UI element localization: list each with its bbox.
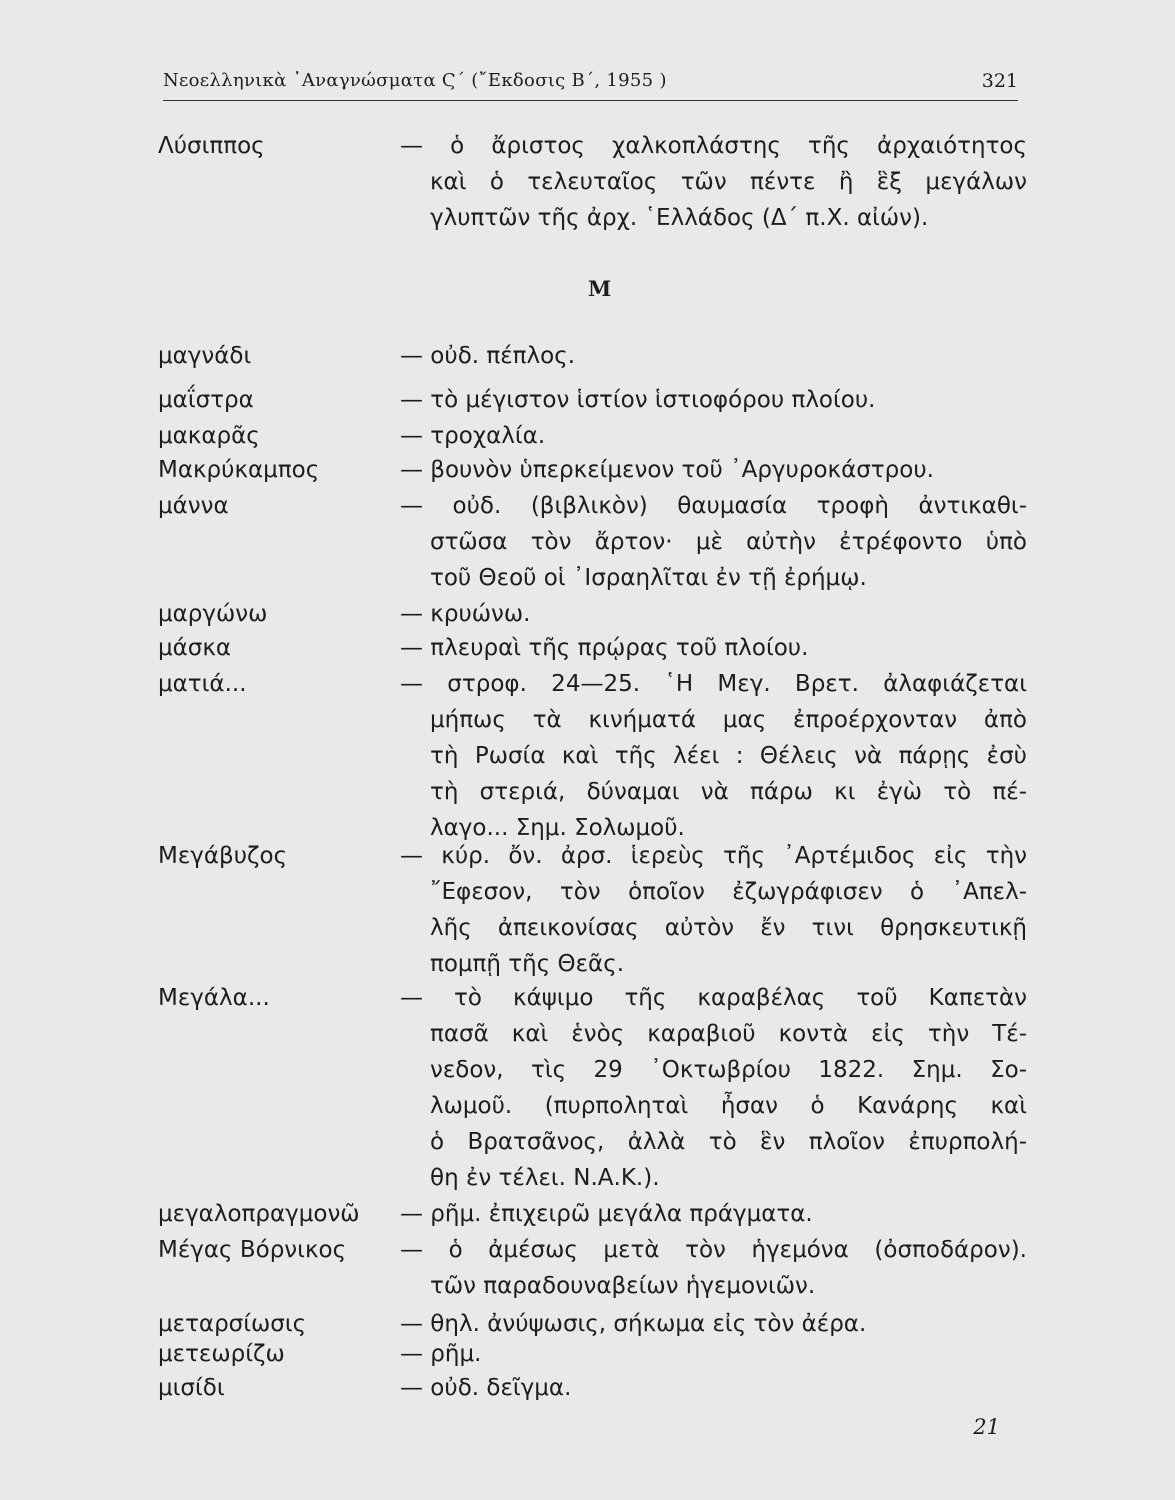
definition-line: ῎Εφεσον, τὸν ὁποῖον ἐζωγράφισεν ὁ ᾿Απελ-: [430, 879, 1027, 905]
definition-line: τοῦ Θεοῦ οἱ ᾿Ισραηλῖται ἐν τῇ ἐρήμῳ.: [430, 565, 867, 591]
entry-definition: [400, 980, 1027, 1196]
definition-line: θη ἐν τέλει. Ν.Α.Κ.).: [430, 1165, 660, 1191]
definition-line: λαγο... Σημ. Σολωμοῦ.: [430, 815, 685, 841]
entry-definition: [400, 666, 1027, 846]
definition-line: — οὐδ. δεῖγμα.: [400, 1375, 572, 1401]
definition-line: τὴ στεριά, δύναμαι νὰ πάρω κι ἐγὼ τὸ πέ-: [430, 779, 1027, 805]
definition-line: — θηλ. ἀνύψωσις, σήκωμα εἰς τὸν ἀέρα.: [400, 1311, 867, 1337]
entry-term: Λύσιππος: [158, 133, 265, 159]
entry-term: Μεγάλα...: [158, 985, 270, 1011]
definition-line: — οὐδ. (βιβλικὸν) θαυμασία τροφὴ ἀντικαθι-: [400, 493, 1027, 519]
definition-line: νεδον, τὶς 29 ᾿Οκτωβρίου 1822. Σημ. Σο-: [430, 1057, 1027, 1083]
entry-definition: [400, 452, 1027, 488]
definition-line: — τροχαλία.: [400, 423, 546, 449]
entry-term: μάσκα: [158, 635, 232, 661]
definition-line: — τὸ κάψιμο τῆς καραβέλας τοῦ Καπετὰν: [400, 985, 1027, 1011]
entry-term: μεταρσίωσις: [158, 1311, 307, 1337]
definition-line: λῆς ἀπεικονίσας αὐτὸν ἔν τινι θρησκευτικῇ: [430, 915, 1027, 941]
signature-mark: 21: [973, 1415, 1000, 1439]
definition-line: — πλευραὶ τῆς πρῴρας τοῦ πλοίου.: [400, 635, 809, 661]
entry-definition: [400, 1370, 1027, 1406]
entry-definition: [400, 382, 1027, 418]
entry-definition: [400, 128, 1027, 236]
entry-term: μαγνάδι: [158, 343, 252, 369]
definition-line: — βουνὸν ὑπερκείμενον τοῦ ᾿Αργυροκάστρου.: [400, 457, 934, 483]
definition-line: στῶσα τὸν ἄρτον· μὲ αὐτὴν ἐτρέφοντο ὑπὸ: [430, 529, 1027, 555]
definition-line: καὶ ὁ τελευταῖος τῶν πέντε ἢ ἓξ μεγάλων: [430, 169, 1027, 195]
entry-term: μεγαλοπραγμονῶ: [158, 1201, 360, 1227]
entry-definition: [400, 1232, 1027, 1304]
entry-definition: [400, 1336, 1027, 1372]
entry-definition: [400, 838, 1027, 982]
entry-term: μακαρᾶς: [158, 423, 260, 449]
header-title: Νεοελληνικὰ ᾿Αναγνώσματα Ϛ΄ (῎Εκδοσις Β΄, 1955 ): [163, 70, 667, 91]
entry-term: μάννα: [158, 493, 229, 519]
entry-definition: [400, 488, 1027, 596]
page-number: 321: [981, 70, 1018, 92]
definition-line: μήπως τὰ κινήματά μας ἐπροέρχονταν ἀπὸ: [430, 707, 1027, 733]
definition-line: — ρῆμ. ἐπιχειρῶ μεγάλα πράγματα.: [400, 1201, 813, 1227]
entry-term: μαργώνω: [158, 601, 268, 627]
entry-definition: [400, 418, 1027, 454]
entry-definition: [400, 1196, 1027, 1232]
definition-line: ὁ Βρατσᾶνος, ἀλλὰ τὸ ἓν πλοῖον ἐπυρπολή-: [430, 1129, 1027, 1155]
entry-term: ματιά...: [158, 671, 247, 697]
definition-line: — κύρ. ὄν. ἀρσ. ἱερεὺς τῆς ᾿Αρτέμιδος εἰς τὴν: [400, 843, 1027, 869]
section-letter: Μ: [588, 276, 612, 301]
definition-line: γλυπτῶν τῆς ἀρχ. ῾Ελλάδος (Δ΄ π.Χ. αἰών).: [430, 205, 929, 231]
definition-line: τὴ Ρωσία καὶ τῆς λέει : Θέλεις νὰ πάρῃς ἐσὺ: [430, 743, 1027, 769]
entry-term: Μακρύκαμπος: [158, 457, 320, 483]
definition-line: — στροφ. 24—25. ῾Η Μεγ. Βρετ. ἀλαφιάζεται: [400, 671, 1027, 697]
definition-line: — κρυώνω.: [400, 601, 531, 627]
entry-term: Μεγάβυζος: [158, 843, 288, 869]
entry-definition: [400, 338, 1027, 374]
definition-line: λωμοῦ. (πυρποληταὶ ἦσαν ὁ Κανάρης καὶ: [430, 1093, 1027, 1119]
definition-line: — ὁ ἄριστος χαλκοπλάστης τῆς ἀρχαιότητος: [400, 133, 1027, 159]
entry-term: Μέγας Βόρνικος: [158, 1237, 347, 1263]
definition-line: τῶν παραδουναβείων ἡγεμονιῶν.: [430, 1273, 816, 1299]
entry-definition: [400, 596, 1027, 632]
definition-line: πασᾶ καὶ ἑνὸς καραβιοῦ κοντὰ εἰς τὴν Τέ-: [430, 1021, 1027, 1047]
definition-line: — ὁ ἀμέσως μετὰ τὸν ἡγεμόνα (ὀσποδάρον).: [400, 1237, 1027, 1263]
entry-term: μισίδι: [158, 1375, 225, 1401]
entry-term: μετεωρίζω: [158, 1341, 285, 1367]
definition-line: — ρῆμ.: [400, 1341, 482, 1367]
definition-line: πομπῇ τῆς Θεᾶς.: [430, 951, 625, 977]
definition-line: — τὸ μέγιστον ἱστίον ἱστιοφόρου πλοίου.: [400, 387, 876, 413]
entry-term: μαΐστρα: [158, 387, 254, 413]
entry-definition: [400, 630, 1027, 666]
definition-line: — οὐδ. πέπλος.: [400, 343, 576, 369]
